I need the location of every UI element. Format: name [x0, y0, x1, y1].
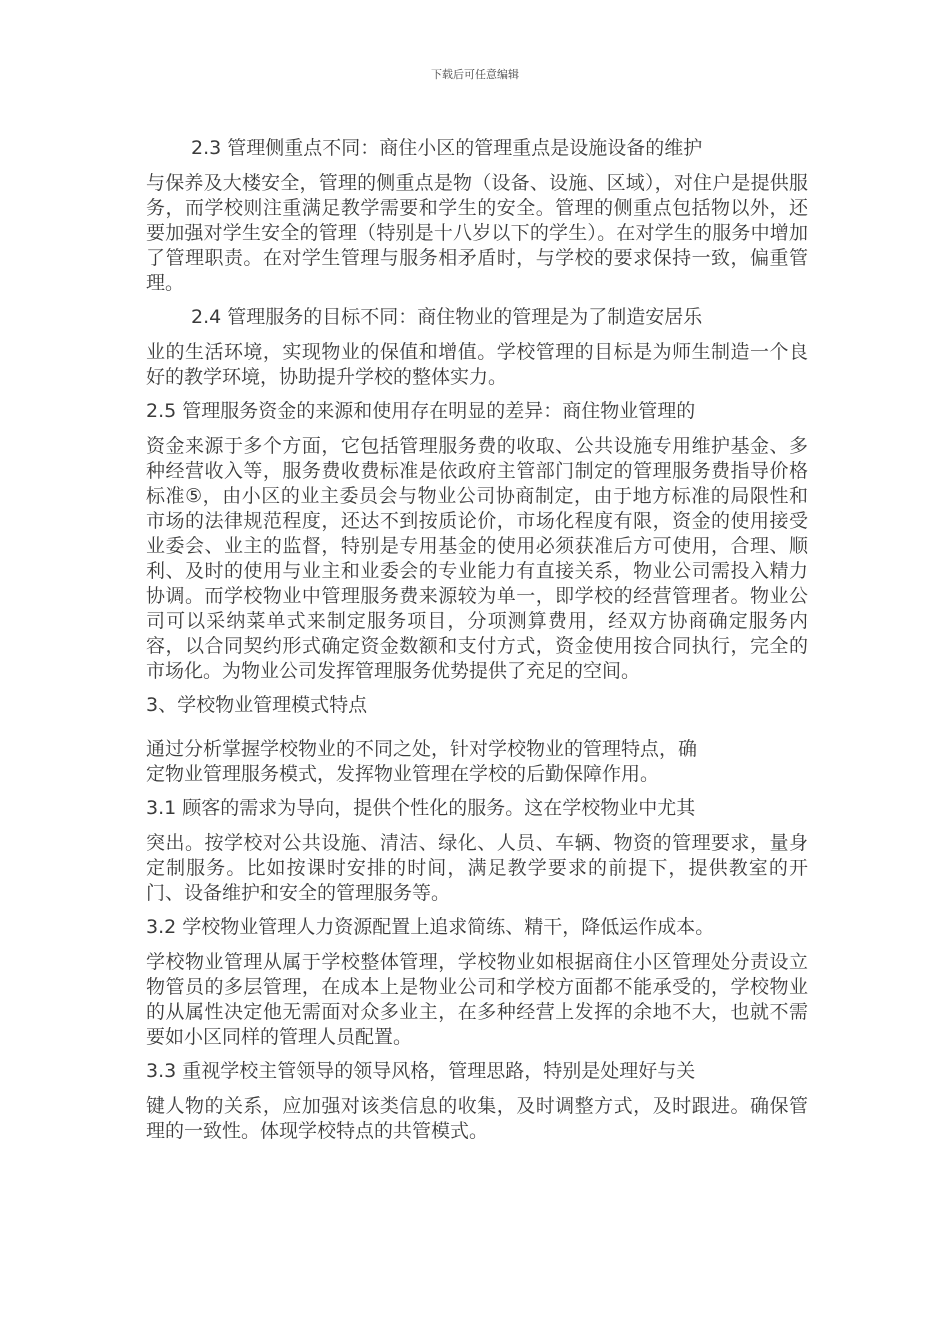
paragraph-body: 突出。按学校对公共设施、清洁、绿化、人员、车辆、物资的管理要求，量身定制服务。比如按课时安排的时间，满足教学要求的前提下，提供教室的开门、设备维护和安全的管理服务等。	[146, 832, 808, 904]
document-body	[146, 136, 808, 1153]
paragraph	[146, 693, 808, 718]
paragraph-body: 定物业管理服务模式，发挥物业管理在学校的后勤保障作用。	[146, 763, 660, 785]
paragraph-body: 学校物业管理从属于学校整体管理，学校物业如根据商住小区管理处分责设立物管员的多层管理，在成本上是物业公司和学校方面都不能承受的，学校物业的从属性决定他无需面对众多业主，在多种经营上发挥的余地不大，也就不需要如小区同样的管理人员配置。	[146, 951, 808, 1048]
paragraph-body: 资金来源于多个方面，它包括管理服务费的收取、公共设施专用维护基金、多种经营收入等，服务费收费标准是依政府主管部门制定的管理服务费指导价格标准⑤，由小区的业主委员会与物业公司协商制定，由于地方标准的局限性和市场的法律规范程度，还达不到按质论价，市场化程度有限，资金的使用接受业委会、业主的监督，特别是专用基金的使用必须获准后方可使用，合理、顺利、及时的使用与业主和业委会的专业能力有直接关系，物业公司需投入精力协调。而学校物业中管理服务费来源较为单一，即学校的经营管理者。物业公司可以采纳菜单式来制定服务项目，分项测算费用，经双方协商确定服务内容，以合同契约形式确定资金数额和支付方式，资金使用按合同执行，完全的市场化。为物业公司发挥管理服务优势提供了充足的空间。	[146, 435, 808, 682]
paragraph	[146, 136, 808, 296]
paragraph	[146, 399, 808, 684]
paragraph	[146, 305, 808, 390]
paragraph-first-line: 2.3 管理侧重点不同：商住小区的管理重点是设施设备的维护	[191, 137, 703, 159]
paragraph-body: 业的生活环境，实现物业的保值和增值。学校管理的目标是为师生制造一个良好的教学环境，协助提升学校的整体实力。	[146, 341, 808, 388]
paragraph-first-line: 2.5 管理服务资金的来源和使用存在明显的差异：商住物业管理的	[146, 400, 696, 422]
paragraph	[146, 1059, 808, 1144]
paragraph-first-line: 3、学校物业管理模式特点	[146, 694, 368, 716]
paragraph-first-line: 通过分析掌握学校物业的不同之处，针对学校物业的管理特点，确	[146, 738, 698, 760]
paragraph-body: 与保养及大楼安全，管理的侧重点是物（设备、设施、区域），对住户是提供服务，而学校则注重满足教学需要和学生的安全。管理的侧重点包括物以外，还要加强对学生安全的管理（特别是十八岁以下的学生）。在对学生的服务中增加了管理职责。在对学生管理与服务相矛盾时，与学校的要求保持一致，偏重管理。	[146, 172, 808, 294]
paragraph-first-line: 3.3 重视学校主管领导的领导风格，管理思路，特别是处理好与关	[146, 1060, 696, 1082]
paragraph	[146, 737, 808, 787]
paragraph-first-line: 2.4 管理服务的目标不同：商住物业的管理是为了制造安居乐	[191, 306, 703, 328]
paragraph	[146, 915, 808, 1050]
paragraph-first-line: 3.2 学校物业管理人力资源配置上追求简练、精干，降低运作成本。	[146, 916, 715, 938]
paragraph	[146, 796, 808, 906]
page-header: 下载后可任意编辑	[431, 68, 519, 81]
paragraph-body: 键人物的关系，应加强对该类信息的收集，及时调整方式，及时跟进。确保管理的一致性。体现学校特点的共管模式。	[146, 1095, 808, 1142]
paragraph-first-line: 3.1 顾客的需求为导向，提供个性化的服务。这在学校物业中尤其	[146, 797, 696, 819]
